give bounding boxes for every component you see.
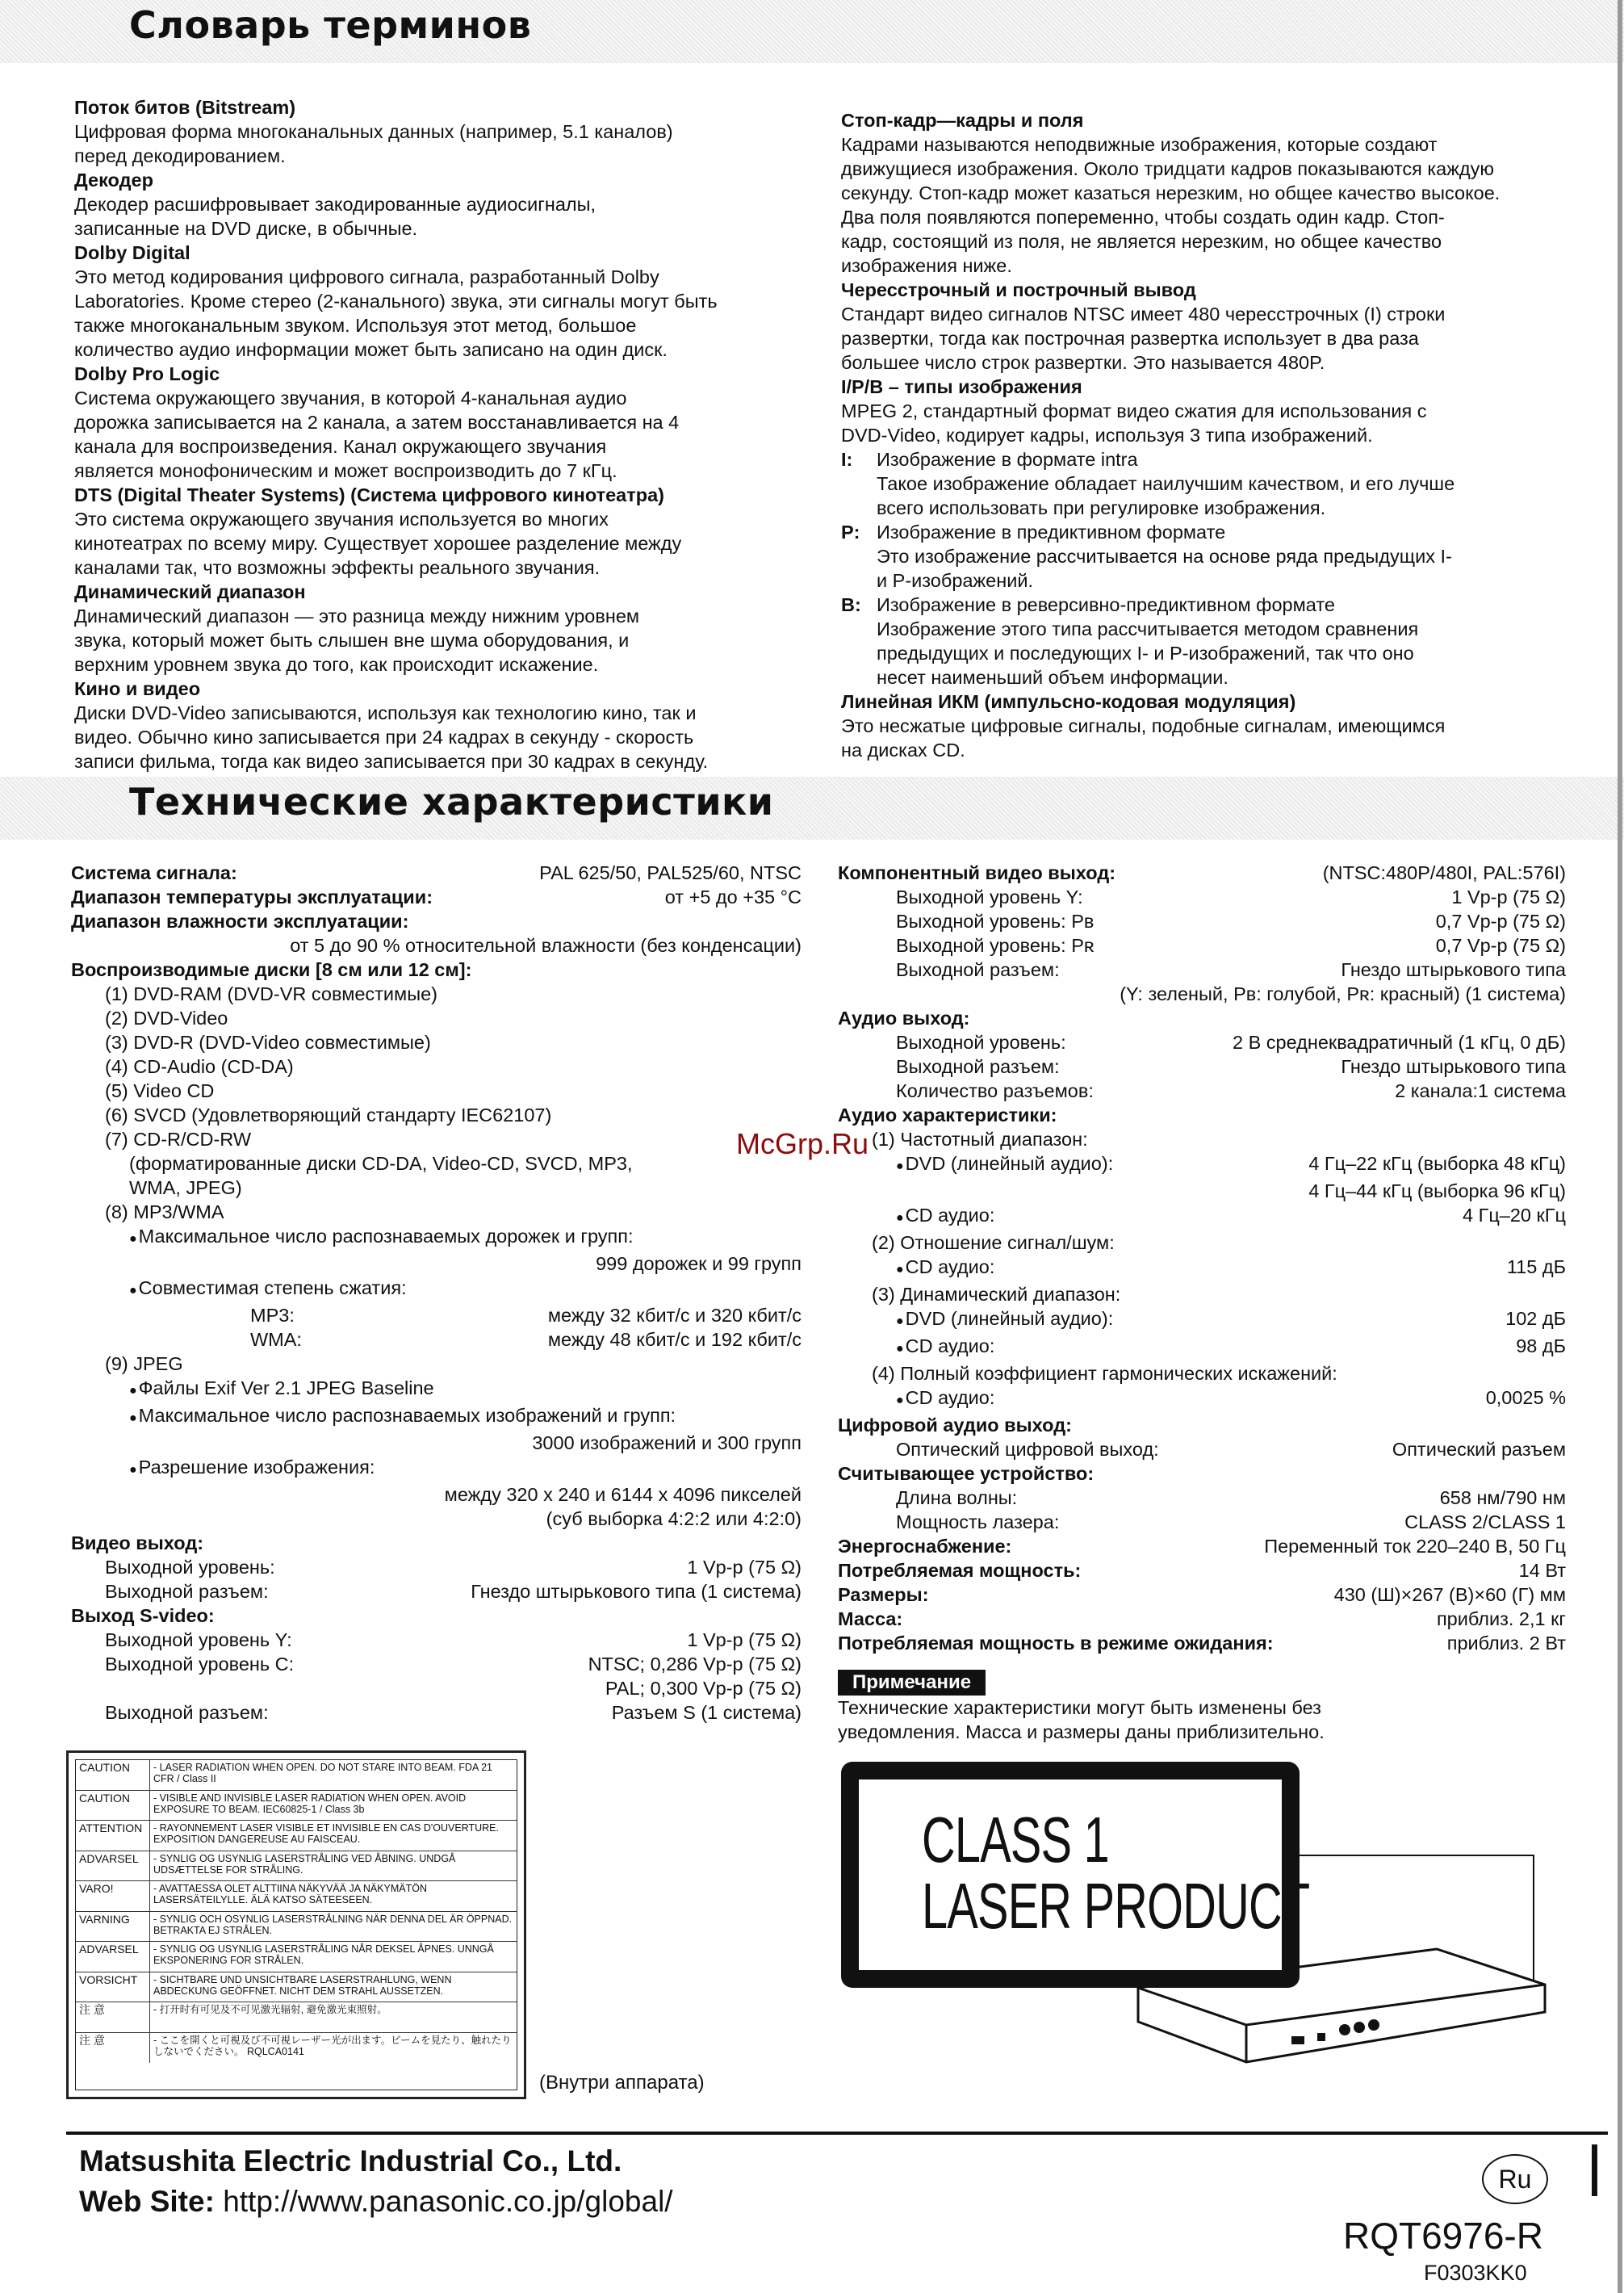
warning-row: ADVARSEL - SYNLIG OG USYNLIG LASERSTRÅLING VED ÅBNING. UNDGÅ UDSÆTTELSE FOR STRÅLING. bbox=[76, 1851, 517, 1882]
term-text: также многоканальным звуком. Используя этот метод, большое bbox=[74, 315, 637, 336]
ipb-line: и P-изображений. bbox=[877, 570, 1034, 591]
term-heading: Чересстрочный и построчный вывод bbox=[841, 279, 1196, 300]
bullet-item: ● Файлы Exif Ver 2.1 JPEG Baseline bbox=[71, 1376, 802, 1403]
spec-value: (NTSC:480P/480I, PAL:576I) bbox=[1322, 862, 1566, 883]
ipb-key: I: bbox=[841, 449, 853, 470]
spec-label: WMA: bbox=[250, 1329, 302, 1350]
warning-row: VARNING - SYNLIG OCH OSYNLIG LASERSTRÅLNING NÄR DENNA DEL ÄR ÖPPNAD. BETRAKTA EJ STRÅLEN. bbox=[76, 1912, 517, 1943]
spec-value: 430 (Ш)×267 (В)×60 (Г) мм bbox=[1333, 1584, 1566, 1605]
company-name: Matsushita Electric Industrial Co., Ltd. bbox=[79, 2144, 622, 2178]
device-jack bbox=[1368, 2019, 1379, 2031]
spec-value: Оптический разъем bbox=[1392, 1439, 1566, 1460]
margin-bar bbox=[1592, 2144, 1597, 2196]
spec-value: Гнездо штырькового типа bbox=[1341, 959, 1566, 980]
spec-label: ● CD аудио: bbox=[896, 1203, 994, 1230]
ipb-key: P: bbox=[841, 522, 860, 543]
warning-row: ATTENTION - RAYONNEMENT LASER VISIBLE ET INVISIBLE EN CAS D'OUVERTURE. EXPOSITION DANGEREUSE AU FAISCEAU. bbox=[76, 1821, 517, 1851]
bullet-item: ● Максимальное число распознаваемых дорожек и групп: bbox=[71, 1224, 802, 1251]
disc-item: (1) DVD-RAM (DVD-VR совместимые) bbox=[105, 983, 437, 1004]
spec-label: Длина волны: bbox=[896, 1487, 1018, 1508]
term-text: секунду. Стоп-кадр может казаться нерезким, но общее качество высокое. bbox=[841, 182, 1501, 203]
spec-label: Воспроизводимые диски [8 см или 12 см]: bbox=[71, 959, 472, 980]
term-text: Диски DVD-Video записываются, используя как технологию кино, так и bbox=[74, 702, 697, 723]
spec-value: 0,0025 % bbox=[1485, 1387, 1566, 1408]
term-text: кадр, состоящий из поля, не является нерезким, но общее качество bbox=[841, 231, 1442, 252]
warning-row: VARO! - AVATTAESSA OLET ALTTIINA NÄKYVÄÄ JA NÄKYMÄTÖN LASERSÄTEILYLLE. ÄLÄ KATSO SÄTEESEEN. bbox=[76, 1881, 517, 1912]
term-text: движущиеся изображения. Около тридцати кадров показываются каждую bbox=[841, 158, 1495, 179]
spec-label: Выходной уровень: bbox=[896, 1032, 1066, 1053]
term-text: является монофоническим и может воспроизводить до 7 кГц. bbox=[74, 460, 617, 481]
class1-line: LASER PRODUCT bbox=[922, 1870, 1310, 1942]
spec-label: Выходной уровень: Pʀ bbox=[896, 935, 1095, 956]
spec-value: 1 Vp-p (75 Ω) bbox=[687, 1629, 802, 1650]
spec-label: Система сигнала: bbox=[71, 862, 237, 883]
specs-right-column bbox=[838, 861, 1566, 1744]
spec-label: MP3: bbox=[250, 1305, 295, 1326]
spec-value: от 5 до 90 % относительной влажности (без конденсации) bbox=[290, 935, 802, 956]
spec-value: Переменный ток 220–240 В, 50 Гц bbox=[1264, 1536, 1566, 1557]
spec-value: приблиз. 2 Вт bbox=[1446, 1633, 1566, 1654]
warning-row: 注 意 - 打开时有可见及不可见激光辐射, 避免激光束照射。 bbox=[76, 2002, 517, 2033]
spec-label: Размеры: bbox=[838, 1584, 929, 1605]
device-jack bbox=[1339, 2024, 1350, 2035]
spec-label: Компонентный видео выход: bbox=[838, 862, 1116, 883]
warning-row: ADVARSEL - SYNLIG OG USYNLIG LASERSTRÅLING NÅR DEKSEL ÅPNES. UNNGÅ EKSPONERING FOR STRÅLEN. bbox=[76, 1942, 517, 1972]
ipb-item-p bbox=[841, 520, 1576, 593]
term-text: MPEG 2, стандартный формат видео сжатия для использования с bbox=[841, 400, 1427, 421]
spec-label: Видео выход: bbox=[71, 1532, 204, 1553]
term-heading: DTS (Digital Theater Systems) (Система цифрового кинотеатра) bbox=[74, 484, 664, 505]
ipb-line: несет наименьший объем информации. bbox=[877, 667, 1228, 688]
spec-value: между 32 кбит/с и 320 кбит/с bbox=[547, 1305, 802, 1326]
spec-label: Цифровой аудио выход: bbox=[838, 1415, 1072, 1436]
spec-label: Выходной разъем: bbox=[105, 1702, 269, 1723]
spec-value: 0,7 Vp-p (75 Ω) bbox=[1435, 935, 1566, 956]
spec-value: (Y: зеленый, Pв: голубой, Pʀ: красный) (1 система) bbox=[1120, 983, 1566, 1004]
spec-label: Выходной разъем: bbox=[105, 1581, 269, 1602]
bullet-item: ● Максимальное число распознаваемых изображений и групп: bbox=[71, 1403, 802, 1431]
spec-value: 1 Vp-p (75 Ω) bbox=[1451, 887, 1566, 908]
term-text: видео. Обычно кино записывается при 24 кадрах в секунду - скорость bbox=[74, 727, 694, 748]
laser-warning-label bbox=[66, 1750, 526, 2099]
spec-value: 3000 изображений и 300 групп bbox=[532, 1432, 802, 1453]
ipb-item-i bbox=[841, 447, 1576, 520]
term-text: дорожка записывается на 2 канала, а затем восстанавливается на 4 bbox=[74, 412, 680, 433]
spec-label: Выходной уровень: Pв bbox=[896, 911, 1095, 932]
spec-value: 14 Вт bbox=[1518, 1560, 1566, 1581]
spec-value: (суб выборка 4:2:2 или 4:2:0) bbox=[546, 1508, 802, 1529]
term-heading: Dolby Pro Logic bbox=[74, 363, 220, 384]
device-jack bbox=[1354, 2022, 1365, 2033]
term-text: на дисках CD. bbox=[841, 740, 965, 761]
ipb-line: предыдущих и последующих I- и P-изображений, так что оно bbox=[877, 643, 1414, 664]
spec-value: приблиз. 2,1 кг bbox=[1436, 1608, 1566, 1629]
term-heading: Линейная ИКМ (импульсно-кодовая модуляция) bbox=[841, 691, 1296, 712]
spec-value: PAL; 0,300 Vp-p (75 Ω) bbox=[605, 1678, 802, 1699]
spec-value: 4 Гц–22 кГц (выборка 48 кГц) bbox=[1308, 1153, 1566, 1174]
term-text: Стандарт видео сигналов NTSC имеет 480 чересстрочных (I) строки bbox=[841, 304, 1446, 325]
disc-item: (7) CD-R/CD-RW bbox=[105, 1129, 252, 1150]
term-text: записанные на DVD диске, в обычные. bbox=[74, 218, 418, 239]
inside-caption: (Внутри аппарата) bbox=[539, 2072, 705, 2094]
ipb-line: всего использовать при регулировке изображения. bbox=[877, 497, 1326, 518]
term-text: Это метод кодирования цифрового сигнала, разработанный Dolby bbox=[74, 266, 659, 287]
spec-label: Диапазон влажности эксплуатации: bbox=[71, 911, 409, 932]
spec-value: 658 нм/790 нм bbox=[1439, 1487, 1566, 1508]
spec-value: PAL 625/50, PAL525/60, NTSC bbox=[539, 862, 802, 883]
specs-title: Технические характеристики bbox=[129, 780, 774, 824]
term-heading: Кино и видео bbox=[74, 678, 201, 699]
term-text: каналами так, что возможны эффекты реального звучания. bbox=[74, 557, 601, 578]
bullet-item: ● Разрешение изображения: bbox=[71, 1455, 802, 1482]
website bbox=[79, 2185, 673, 2219]
warning-row: CAUTION - VISIBLE AND INVISIBLE LASER RADIATION WHEN OPEN. AVOID EXPOSURE TO BEAM. IEC60825-1 / Class 3b bbox=[76, 1791, 517, 1821]
term-text: изображения ниже. bbox=[841, 255, 1012, 276]
spec-label: Выходной уровень C: bbox=[105, 1654, 295, 1675]
spec-value: Гнездо штырькового типа (1 система) bbox=[471, 1581, 802, 1602]
term-heading: Декодер bbox=[74, 170, 153, 191]
spec-label: ● CD аудио: bbox=[896, 1255, 994, 1282]
spec-label: Выходной разъем: bbox=[896, 1056, 1060, 1077]
scan-edge bbox=[1618, 0, 1622, 2293]
warning-row: VORSICHT - SICHTBARE UND UNSICHTBARE LASERSTRAHLUNG, WENN ABDECKUNG GEÖFFNET. NICHT DEM STRAHL AUSSETZEN. bbox=[76, 1972, 517, 2003]
note-text: уведомления. Масса и размеры даны приблизительно. bbox=[838, 1721, 1325, 1742]
footer-divider bbox=[66, 2132, 1608, 2135]
glossary-right-column bbox=[841, 108, 1576, 762]
disc-item: (9) JPEG bbox=[105, 1353, 183, 1374]
spec-value: от +5 до +35 °C bbox=[664, 887, 802, 908]
ipb-line: Изображение в формате intra bbox=[877, 449, 1138, 470]
spec-label: Выходной разъем: bbox=[896, 959, 1060, 980]
term-text: верхним уровнем звука до того, как происходит искажение. bbox=[74, 654, 599, 675]
spec-label: Масса: bbox=[838, 1608, 903, 1629]
term-text: звука, который может быть слышен вне шума оборудования, и bbox=[74, 630, 630, 651]
watermark: McGrp.Ru bbox=[736, 1127, 869, 1160]
spec-label: Энергоснабжение: bbox=[838, 1536, 1012, 1557]
term-text: Кадрами называются неподвижные изображения, которые создают bbox=[841, 134, 1438, 155]
spec-label: Диапазон температуры эксплуатации: bbox=[71, 887, 433, 908]
term-heading: Стоп-кадр—кадры и поля bbox=[841, 110, 1084, 131]
warning-row: CAUTION - LASER RADIATION WHEN OPEN. DO NOT STARE INTO BEAM. FDA 21 CFR / Class II bbox=[76, 1760, 517, 1791]
spec-value: NTSC; 0,286 Vp-p (75 Ω) bbox=[588, 1654, 802, 1675]
spec-label: ● CD аудио: bbox=[896, 1385, 994, 1413]
spec-value: 4 Гц–20 кГц bbox=[1463, 1205, 1566, 1226]
spec-label: Выход S-video: bbox=[71, 1605, 215, 1626]
term-text: перед декодированием. bbox=[74, 145, 286, 166]
spec-value: 0,7 Vp-p (75 Ω) bbox=[1435, 911, 1566, 932]
spec-value: 1 Vp-p (75 Ω) bbox=[687, 1557, 802, 1578]
spec-value: 2 В среднеквадратичный (1 кГц, 0 дБ) bbox=[1232, 1032, 1566, 1053]
spec-label: Аудио характеристики: bbox=[838, 1105, 1057, 1126]
term-text: Laboratories. Кроме стерео (2-канального) звука, эти сигналы могут быть bbox=[74, 291, 718, 312]
term-heading: Поток битов (Bitstream) bbox=[74, 97, 296, 118]
disc-item: (4) CD-Audio (CD-DA) bbox=[105, 1056, 294, 1077]
glossary-left-column bbox=[74, 95, 801, 773]
language-badge: Ru bbox=[1482, 2154, 1548, 2204]
spec-value: 98 дБ bbox=[1516, 1335, 1566, 1356]
disc-note: (форматированные диски CD-DA, Video-CD, SVCD, MP3, bbox=[129, 1153, 633, 1174]
spec-label: ● DVD (линейный аудио): bbox=[896, 1306, 1113, 1334]
disc-item: (3) DVD-R (DVD-Video совместимые) bbox=[105, 1032, 431, 1053]
term-text: Декодер расшифровывает закодированные аудиосигналы, bbox=[74, 194, 596, 215]
note-label: Примечание bbox=[838, 1670, 986, 1696]
spec-label: Потребляемая мощность в режиме ожидания: bbox=[838, 1633, 1274, 1654]
spec-value: Разъем S (1 система) bbox=[611, 1702, 802, 1723]
spec-value: CLASS 2/CLASS 1 bbox=[1404, 1511, 1566, 1532]
term-heading: Динамический диапазон bbox=[74, 581, 306, 602]
term-heading: I/P/B – типы изображения bbox=[841, 376, 1082, 397]
spec-label: Мощность лазера: bbox=[896, 1511, 1060, 1532]
ipb-line: Изображение этого типа рассчитывается методом сравнения bbox=[877, 618, 1419, 639]
spec-label: Аудио выход: bbox=[838, 1008, 970, 1029]
note-text: Технические характеристики могут быть изменены без bbox=[838, 1697, 1321, 1718]
specs-title-band bbox=[0, 777, 1624, 840]
ipb-item-b bbox=[841, 593, 1576, 690]
spec-label: Выходной уровень Y: bbox=[105, 1629, 292, 1650]
disc-item: (6) SVCD (Удовлетворяющий стандарту IEC62107) bbox=[105, 1105, 552, 1126]
spec-sub: (3) Динамический диапазон: bbox=[872, 1284, 1121, 1305]
spec-label: Выходной уровень: bbox=[105, 1557, 275, 1578]
ipb-line: Изображение в реверсивно-предиктивном формате bbox=[877, 594, 1335, 615]
term-text: канала для воспроизведения. Канал окружающего звучания bbox=[74, 436, 607, 457]
print-code: F0303KK0 bbox=[1424, 2261, 1527, 2285]
spec-label: Считывающее устройство: bbox=[838, 1463, 1095, 1484]
class1-text bbox=[922, 1804, 1310, 1942]
spec-value: между 48 кбит/с и 192 кбит/с bbox=[547, 1329, 802, 1350]
ipb-line: Это изображение рассчитывается на основе ряда предыдущих I- bbox=[877, 546, 1452, 567]
class1-laser-label bbox=[841, 1762, 1310, 1988]
disc-item: (2) DVD-Video bbox=[105, 1008, 228, 1029]
spec-sub: (2) Отношение сигнал/шум: bbox=[872, 1232, 1115, 1253]
term-text: записи фильма, тогда как видео записывается при 30 кадрах в секунду. bbox=[74, 751, 709, 772]
spec-label: ● DVD (линейный аудио): bbox=[896, 1151, 1113, 1179]
spec-sub: (4) Полный коэффициент гармонических искажений: bbox=[872, 1363, 1337, 1384]
device-button bbox=[1317, 2033, 1325, 2041]
disc-item: (8) MP3/WMA bbox=[105, 1201, 224, 1222]
glossary-title-band bbox=[0, 0, 1624, 63]
website-url[interactable]: http://www.panasonic.co.jp/global/ bbox=[223, 2185, 673, 2218]
ipb-line: Такое изображение обладает наилучшим качеством, и его лучше bbox=[877, 473, 1455, 494]
bullet-item: ● Совместимая степень сжатия: bbox=[71, 1276, 802, 1303]
disc-item: (5) Video CD bbox=[105, 1080, 215, 1101]
term-text: Динамический диапазон — это разница между нижним уровнем bbox=[74, 606, 640, 627]
term-text: развертки, тогда как построчная развертка использует в два раза bbox=[841, 328, 1419, 349]
spec-label: Потребляемая мощность: bbox=[838, 1560, 1082, 1581]
spec-label: Оптический цифровой выход: bbox=[896, 1439, 1159, 1460]
spec-value: Гнездо штырькового типа bbox=[1341, 1056, 1566, 1077]
spec-value: между 320 x 240 и 6144 x 4096 пикселей bbox=[444, 1484, 802, 1505]
term-text: Это несжатые цифровые сигналы, подобные сигналам, имеющимся bbox=[841, 715, 1446, 736]
term-text: большее число строк развертки. Это называется 480P. bbox=[841, 352, 1325, 373]
glossary-title: Словарь терминов bbox=[129, 3, 532, 47]
spec-value: 115 дБ bbox=[1506, 1256, 1566, 1277]
device-button bbox=[1291, 2036, 1304, 2044]
class1-line: CLASS 1 bbox=[922, 1804, 1109, 1876]
spec-value: 4 Гц–44 кГц (выборка 96 кГц) bbox=[1308, 1180, 1566, 1201]
term-text: Два поля появляются попеременно, чтобы создать один кадр. Стоп- bbox=[841, 207, 1445, 228]
ipb-key: B: bbox=[841, 594, 861, 615]
term-text: кинотеатрах по всему миру. Существует хорошее разделение между bbox=[74, 533, 682, 554]
disc-note: WMA, JPEG) bbox=[129, 1177, 242, 1198]
document-number: RQT6976-R bbox=[1343, 2215, 1543, 2257]
term-text: Система окружающего звучания, в которой 4-канальная аудио bbox=[74, 388, 627, 409]
ipb-line: Изображение в предиктивном формате bbox=[877, 522, 1226, 543]
spec-sub: (1) Частотный диапазон: bbox=[872, 1129, 1088, 1150]
term-text: Цифровая форма многоканальных данных (например, 5.1 каналов) bbox=[74, 121, 673, 142]
term-heading: Dolby Digital bbox=[74, 242, 190, 263]
term-text: Это система окружающего звучания используется во многих bbox=[74, 509, 609, 530]
website-label: Web Site: bbox=[79, 2185, 215, 2218]
spec-label: ● CD аудио: bbox=[896, 1334, 994, 1361]
specs-left-column bbox=[71, 861, 802, 1725]
term-text: количество аудио информации может быть записано на один диск. bbox=[74, 339, 668, 360]
spec-value: 999 дорожек и 99 групп bbox=[596, 1253, 802, 1274]
spec-label: Количество разъемов: bbox=[896, 1080, 1094, 1101]
spec-value: 102 дБ bbox=[1505, 1308, 1566, 1329]
spec-label: Выходной уровень Y: bbox=[896, 887, 1083, 908]
warning-row: 注 意 - ここを開くと可視及び不可視レーザー光が出ます。ビームを見たり、触れたりしないでください。 RQLCA0141 bbox=[76, 2033, 517, 2064]
spec-value: 2 канала:1 система bbox=[1395, 1080, 1566, 1101]
term-text: DVD-Video, кодирует кадры, используя 3 типа изображений. bbox=[841, 425, 1373, 446]
